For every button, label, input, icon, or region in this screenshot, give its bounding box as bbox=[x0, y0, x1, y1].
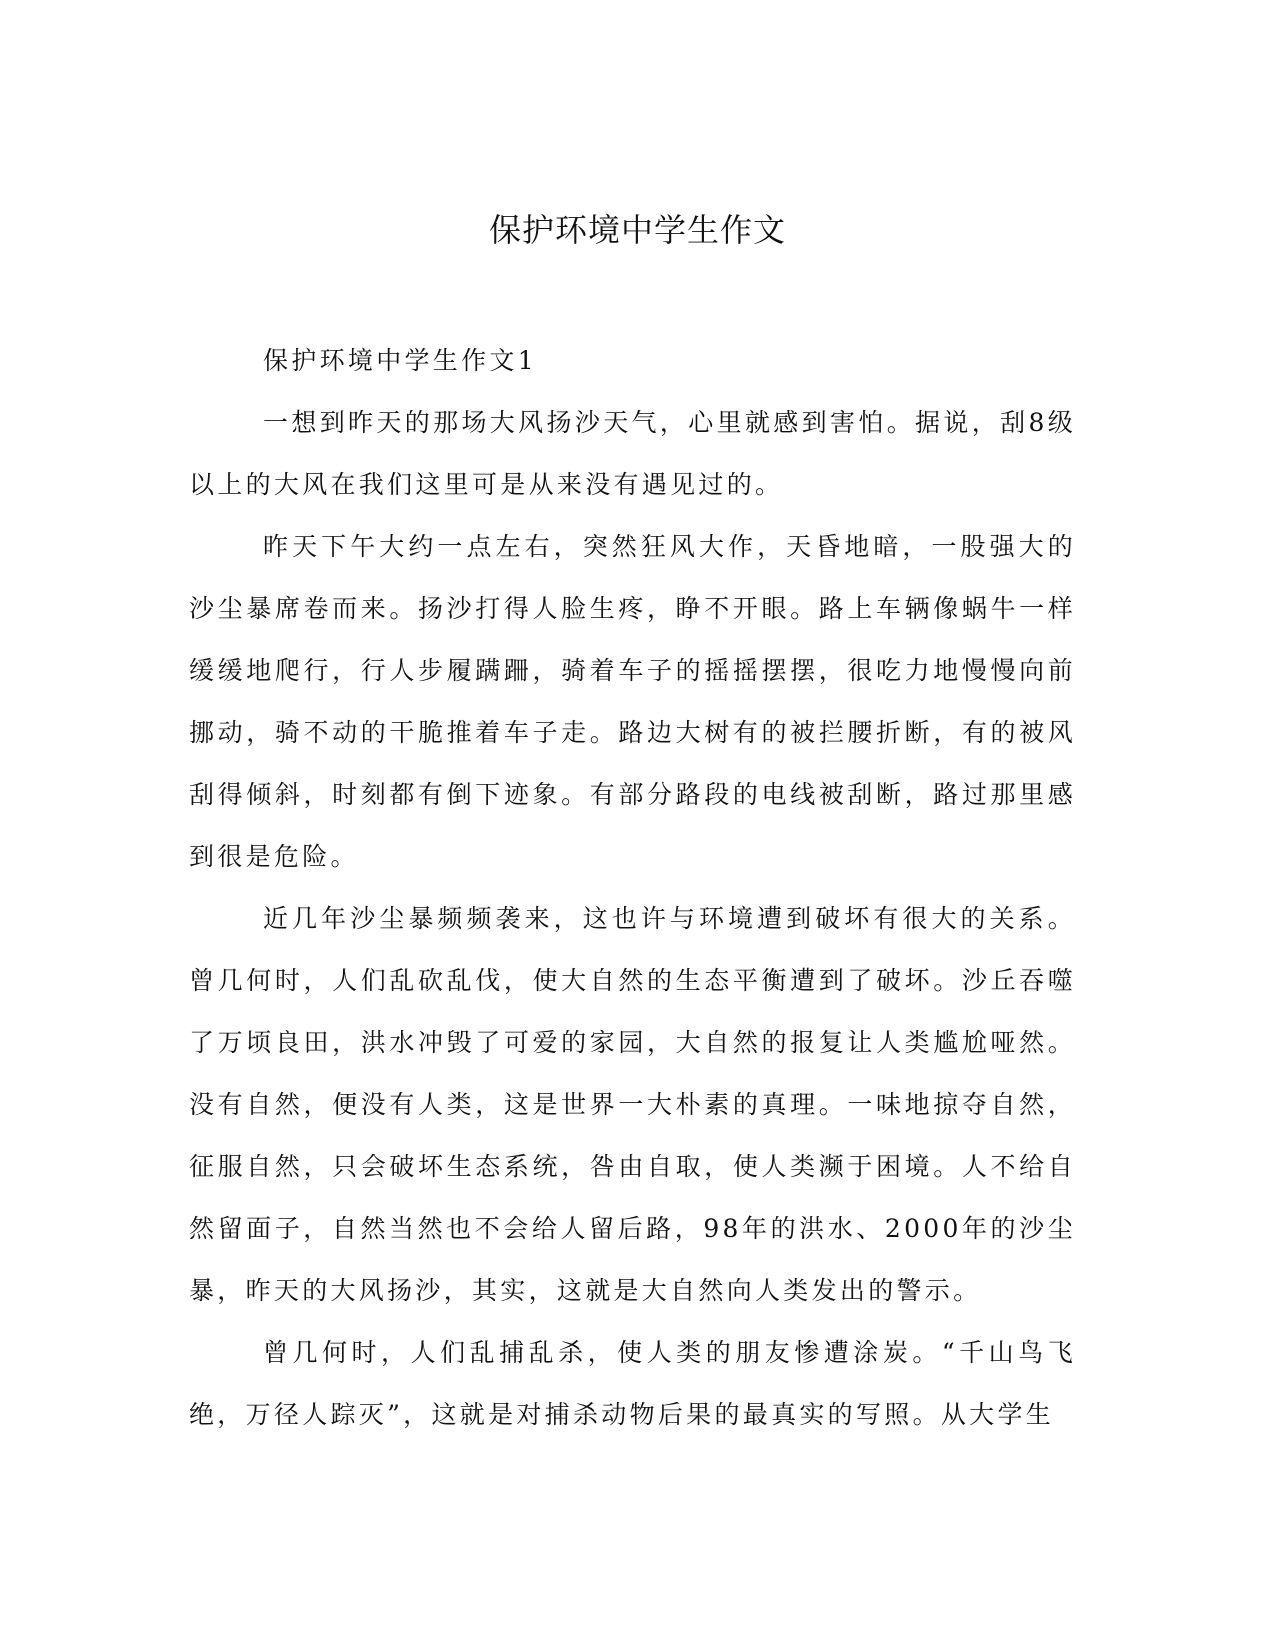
document-title: 保护环境中学生作文 bbox=[488, 211, 786, 249]
section-heading: 保护环境中学生作文1 bbox=[263, 346, 537, 375]
paragraph: 昨天下午大约一点左右，突然狂风大作，天昏地暗，一股强大的沙尘暴席卷而来。扬沙打得人脸生疼，睁不开眼。路上车辆像蜗牛一样缓缓地爬行，行人步履蹒跚，骑着车子的摇摇摆摆，很吃力地慢慢向前挪动，骑不动的干脆推着车子走。路边大树有的被拦腰折断，有的被风刮得倾斜，时刻都有倒下迹象。有部分路段的电线被刮断，路过那里感到很是危险。 bbox=[189, 532, 1076, 871]
document-body bbox=[189, 330, 1076, 1446]
paragraph: 曾几何时，人们乱捕乱杀，使人类的朋友惨遭涂炭。“千山鸟飞绝，万径人踪灭”，这就是对捕杀动物后果的最真实的写照。从大学生 bbox=[189, 1338, 1076, 1429]
paragraph: 近几年沙尘暴频频袭来，这也许与环境遭到破坏有很大的关系。曾几何时，人们乱砍乱伐，使大自然的生态平衡遭到了破坏。沙丘吞噬了万顷良田，洪水冲毁了可爱的家园，大自然的报复让人类尴尬哑然。没有自然，便没有人类，这是世界一大朴素的真理。一味地掠夺自然，征服自然，只会破坏生态系统，咎由自取，使人类濒于困境。人不给自然留面子，自然当然也不会给人留后路，98年的洪水、2000年的沙尘暴，昨天的大风扬沙，其实，这就是大自然向人类发出的警示。 bbox=[189, 904, 1076, 1305]
paragraph: 一想到昨天的那场大风扬沙天气，心里就感到害怕。据说，刮8级以上的大风在我们这里可是从来没有遇见过的。 bbox=[189, 408, 1076, 499]
